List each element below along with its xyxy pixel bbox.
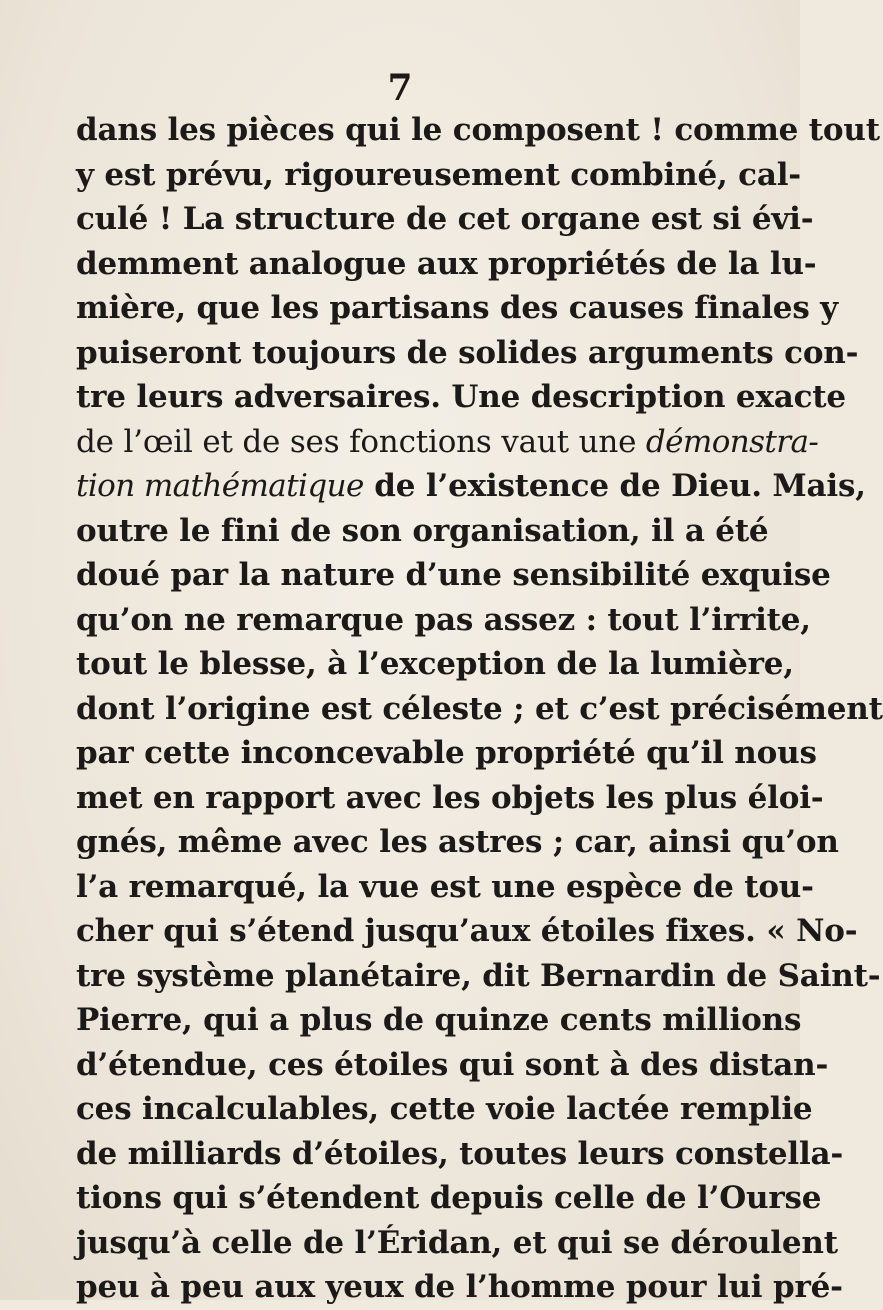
body-text xyxy=(76,108,883,1310)
text-line: d’étendue, ces étoiles qui sont à des distan- xyxy=(76,1046,829,1083)
text-line: de l’œil et de ses fonctions vaut une démonstra- xyxy=(76,423,819,460)
text-line: jusqu’à celle de l’Éridan, et qui se déroulent xyxy=(76,1224,838,1261)
text-line: met en rapport avec les objets les plus éloi- xyxy=(76,779,824,816)
text-line: tre leurs adversaires. Une description exacte xyxy=(76,379,846,415)
page-number: 7 xyxy=(387,67,413,109)
text-line: demment analogue aux propriétés de la lu- xyxy=(76,245,817,282)
text-line: culé ! La structure de cet organe est si évi- xyxy=(76,201,814,237)
text-line: qu’on ne remarque pas assez : tout l’irrite, xyxy=(76,601,811,638)
text-line: gnés, même avec les astres ; car, ainsi qu’on xyxy=(76,824,839,860)
text-line: doué par la nature d’une sensibilité exquise xyxy=(76,557,831,593)
italic-phrase: tion mathématique xyxy=(76,468,364,504)
text-line: peu à peu aux yeux de l’homme pour lui pré- xyxy=(76,1269,843,1305)
text-line: ces incalculables, cette voie lactée remplie xyxy=(76,1091,813,1127)
text-line: y est prévu, rigoureusement combiné, cal- xyxy=(76,156,801,193)
text-line: tre système planétaire, dit Bernardin de Saint- xyxy=(76,957,881,994)
text-line: dont l’origine est céleste ; et c’est précisément xyxy=(76,690,883,727)
text-line: outre le fini de son organisation, il a été xyxy=(76,512,769,549)
text-line: puiseront toujours de solides arguments con- xyxy=(76,334,859,371)
italic-phrase: démonstra- xyxy=(645,423,819,460)
text-line: tions qui s’étendent depuis celle de l’Ourse xyxy=(76,1180,822,1216)
text-line: mière, que les partisans des causes finales y xyxy=(76,290,838,326)
text-line: de milliards d’étoiles, toutes leurs constella- xyxy=(76,1135,844,1172)
text-line: cher qui s’étend jusqu’aux étoiles fixes. « No- xyxy=(76,913,858,949)
text-line: tout le blesse, à l’exception de la lumière, xyxy=(76,646,794,682)
text-line: l’a remarqué, la vue est une espèce de tou- xyxy=(76,868,814,905)
text-line: dans les pièces qui le composent ! comme tout xyxy=(76,112,880,148)
text-line: par cette inconcevable propriété qu’il nous xyxy=(76,735,817,771)
text-line: Pierre, qui a plus de quinze cents millions xyxy=(76,1002,802,1038)
text-line: tion mathématique de l’existence de Dieu. Mais, xyxy=(76,468,866,504)
